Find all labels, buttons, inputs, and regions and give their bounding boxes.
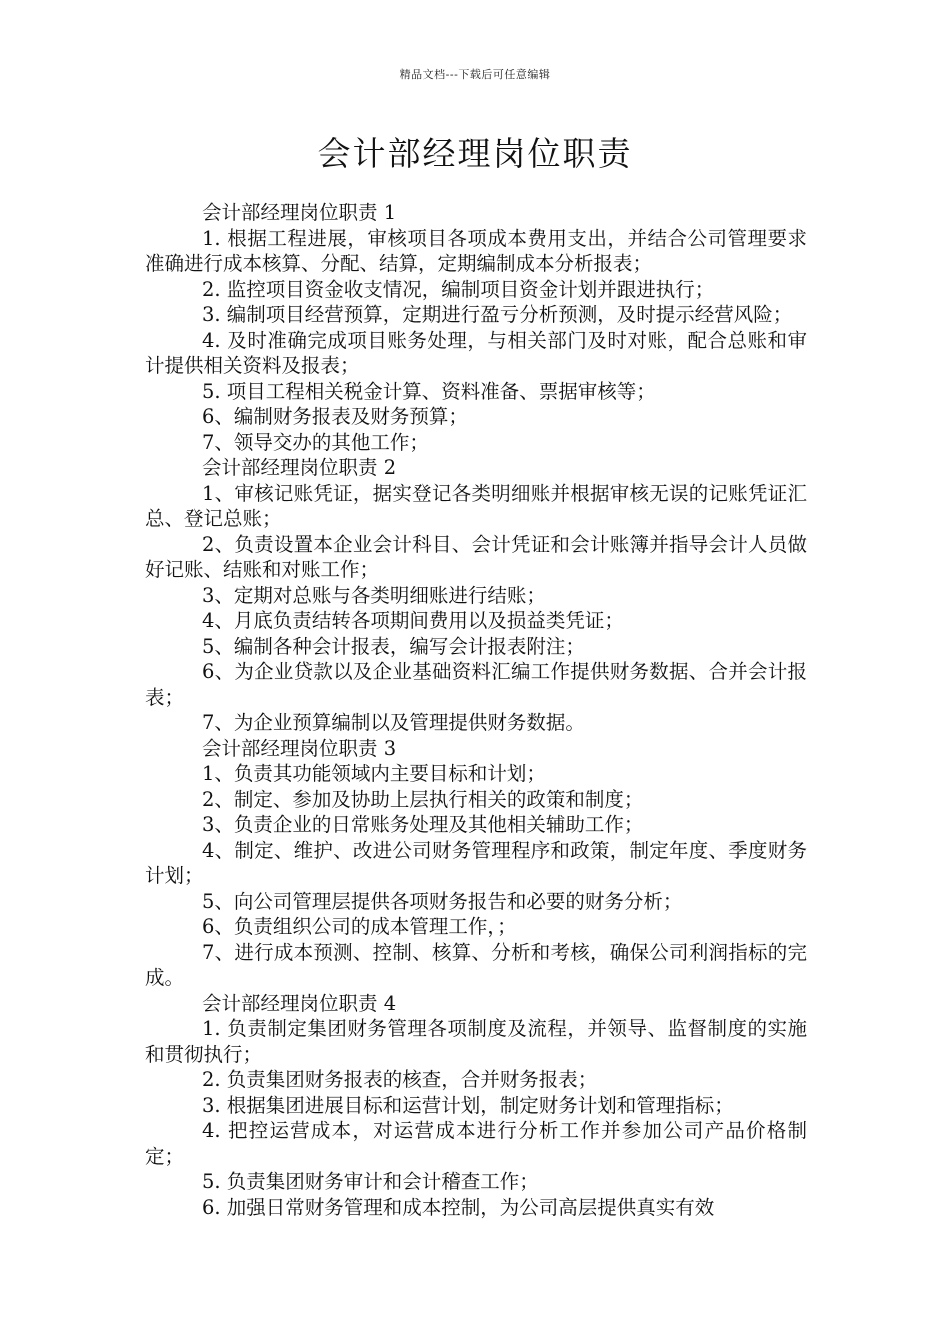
duty-item: 1、审核记账凭证，据实登记各类明细账并根据审核无误的记账凭证汇总、登记总账； [145, 481, 807, 530]
duty-item: 3. 编制项目经营预算，定期进行盈亏分析预测，及时提示经营风险； [202, 303, 793, 326]
duty-item: 4. 把控运营成本，对运营成本进行分析工作并参加公司产品价格制定； [145, 1119, 807, 1168]
duty-item: 1. 负责制定集团财务管理各项制度及流程，并领导、监督制度的实施和贯彻执行； [145, 1017, 807, 1066]
duty-item: 6. 加强日常财务管理和成本控制，为公司高层提供真实有效 [202, 1195, 715, 1219]
duty-item: 5、编制各种会计报表，编写会计报表附注； [202, 634, 585, 658]
duty-item: 5、向公司管理层提供各项财务报告和必要的财务分析； [202, 889, 683, 913]
duty-item: 3、定期对总账与各类明细账进行结账； [202, 583, 546, 607]
section-heading-4: 会计部经理岗位职责 4 [202, 991, 397, 1015]
document-body [145, 200, 807, 1220]
section-heading-2: 会计部经理岗位职责 2 [202, 456, 397, 479]
section-heading-3: 会计部经理岗位职责 3 [202, 736, 397, 760]
duty-item: 4. 及时准确完成项目账务处理，与相关部门及时对账，配合总账和审计提供相关资料及报表； [145, 328, 807, 377]
duty-item: 6、负责组织公司的成本管理工作，； [202, 915, 517, 938]
duty-item: 1、负责其功能领域内主要目标和计划； [202, 762, 546, 785]
document-title: 会计部经理岗位职责 [317, 134, 633, 173]
duty-item: 2、制定、参加及协助上层执行相关的政策和制度； [202, 787, 644, 811]
section-heading-1: 会计部经理岗位职责 1 [202, 201, 397, 224]
duty-item: 7、为企业预算编制以及管理提供财务数据。 [202, 711, 585, 734]
duty-item: 4、月底负责结转各项期间费用以及损益类凭证； [202, 609, 624, 632]
duty-item: 3、负责企业的日常账务处理及其他相关辅助工作； [202, 813, 644, 836]
duty-item: 7、领导交办的其他工作； [202, 430, 429, 454]
duty-item: 4、制定、维护、改进公司财务管理程序和政策，制定年度、季度财务计划； [145, 838, 807, 887]
duty-item: 2、负责设置本企业会计科目、会计凭证和会计账簿并指导会计人员做好记账、结账和对账工作； [145, 532, 807, 581]
duty-item: 3. 根据集团进展目标和运营计划，制定财务计划和管理指标； [202, 1093, 734, 1117]
duty-item: 6、编制财务报表及财务预算； [202, 405, 468, 428]
duty-item: 2. 负责集团财务报表的核查，合并财务报表； [202, 1068, 598, 1091]
duty-item: 6、为企业贷款以及企业基础资料汇编工作提供财务数据、合并会计报表； [145, 660, 807, 709]
duty-item: 2. 监控项目资金收支情况，编制项目资金计划并跟进执行； [202, 277, 715, 301]
header-note: 精品文档---下载后可任意编辑 [399, 68, 551, 81]
duty-item: 1. 根据工程进展，审核项目各项成本费用支出，并结合公司管理要求准确进行成本核算、分配、结算，定期编制成本分析报表； [145, 226, 807, 275]
duty-item: 7、进行成本预测、控制、核算、分析和考核，确保公司利润指标的完成。 [145, 940, 807, 989]
duty-item: 5. 负责集团财务审计和会计稽查工作； [202, 1170, 539, 1193]
duty-item: 5. 项目工程相关税金计算、资料准备、票据审核等； [202, 379, 656, 403]
